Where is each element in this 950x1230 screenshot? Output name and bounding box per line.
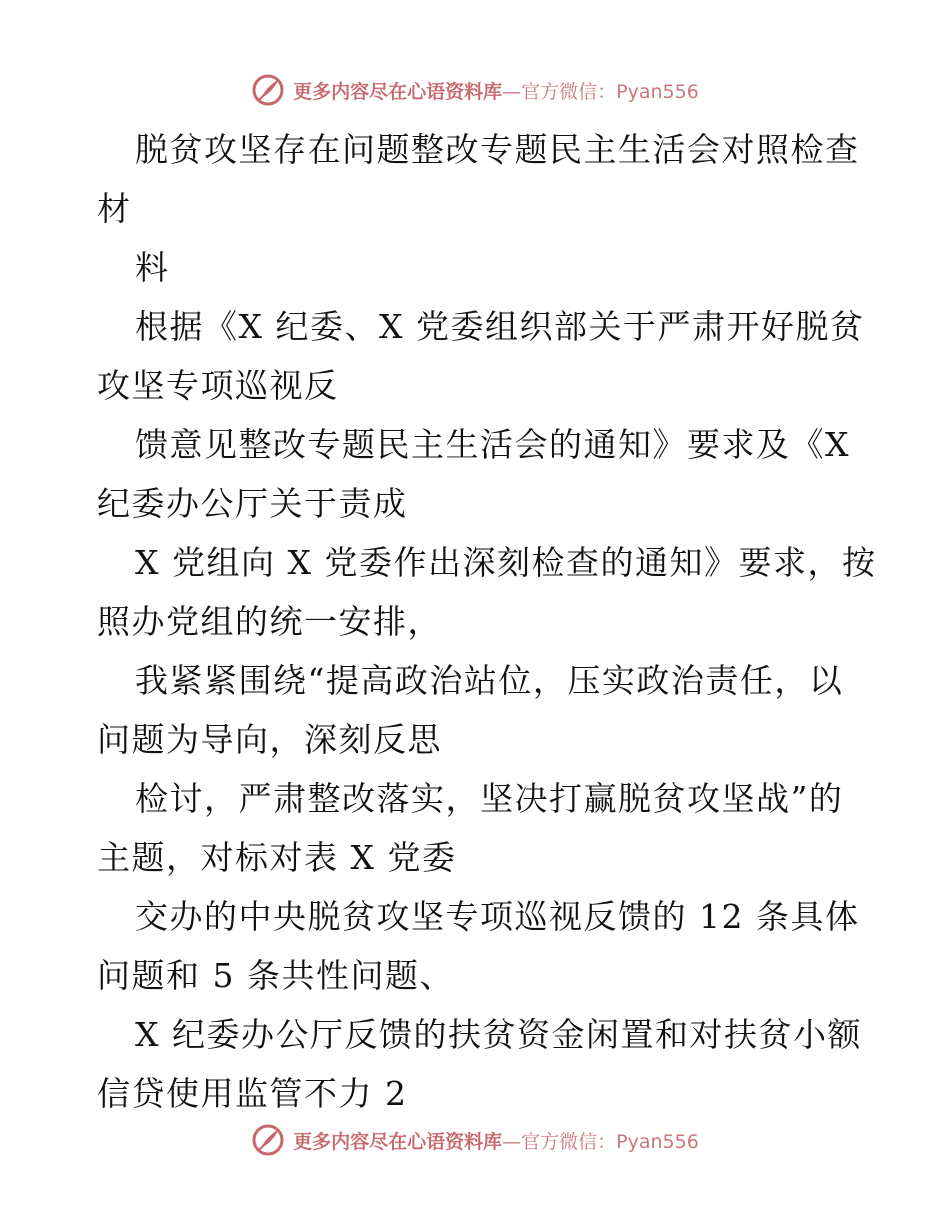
title-line-1: 脱贫攻坚存在问题整改专题民主生活会对照检查 (135, 130, 860, 169)
footer-banner-text (293, 1127, 699, 1154)
feather-pen-icon (251, 1123, 285, 1157)
paragraph-line: X 党组向 X 党委作出深刻检查的通知》要求，按 (135, 543, 877, 582)
paragraph-line: 攻坚专项巡视反 (97, 366, 339, 405)
paragraph-line: 信贷使用监管不力 2 (97, 1074, 408, 1113)
paragraph-line: 我紧紧围绕“提高政治站位，压实政治责任，以 (135, 661, 844, 700)
paragraph-line: 根据《X 纪委、X 党委组织部关于严肃开好脱贫 (135, 307, 865, 346)
feather-pen-icon (251, 73, 285, 107)
footer-dash: — (502, 1130, 522, 1153)
header-dash: — (502, 80, 522, 103)
paragraph-line: 馈意见整改专题民主生活会的通知》要求及《X (135, 425, 850, 464)
paragraph-line: 主题，对标对表 X 党委 (97, 838, 457, 877)
title-line-2: 材 (97, 189, 132, 228)
paragraph-line: 问题为导向，深刻反思 (97, 720, 442, 759)
footer-brand: 更多内容尽在心语资料库 (293, 1130, 503, 1153)
footer-suffix: 官方微信：Pyan556 (521, 1130, 699, 1153)
paragraph-line: 问题和 5 条共性问题、 (97, 956, 454, 995)
document-body (97, 120, 877, 1123)
title-line-3: 料 (135, 248, 170, 287)
header-banner (0, 70, 950, 110)
footer-banner (0, 1120, 950, 1160)
paragraph-line: 检讨，严肃整改落实，坚决打赢脱贫攻坚战”的 (135, 779, 844, 818)
paragraph-line: 交办的中央脱贫攻坚专项巡视反馈的 12 条具体 (135, 897, 860, 936)
paragraph-line: 纪委办公厅关于责成 (97, 484, 408, 523)
header-banner-text (293, 77, 699, 104)
paragraph-line: 照办党组的统一安排， (97, 602, 442, 641)
header-brand: 更多内容尽在心语资料库 (293, 80, 503, 103)
paragraph-line: X 纪委办公厅反馈的扶贫资金闲置和对扶贫小额 (135, 1015, 862, 1054)
header-suffix: 官方微信：Pyan556 (521, 80, 699, 103)
